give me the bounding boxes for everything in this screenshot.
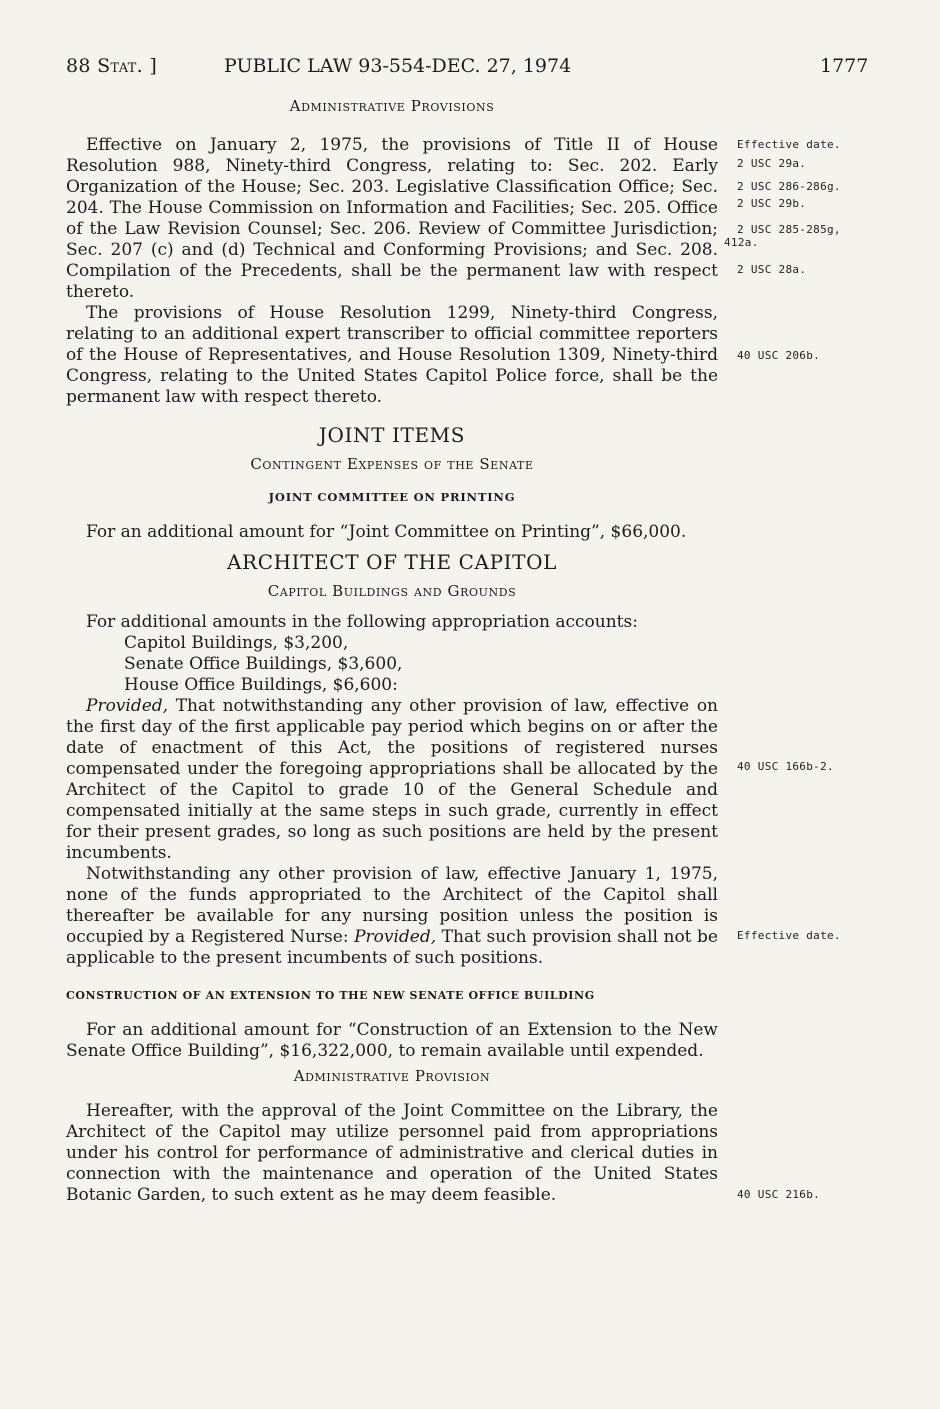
heading-administrative-provision: Administrative Provision: [293, 1067, 491, 1085]
margin-note: 2 USC 286-286g.: [737, 180, 841, 193]
list-item: House Office Buildings, $6,600:: [124, 675, 398, 695]
paragraph-appropriation-accounts-intro: For additional amounts in the following appropriation accounts:: [86, 612, 638, 632]
margin-note: 40 USC 216b.: [737, 1188, 821, 1201]
provided-italic: Provided,: [354, 927, 437, 947]
paragraph-title-ii: Effective on January 2, 1975, the provisions of Title II of House Resolution 988, Ninety-third Congress, relating to: Sec. 202. Early Organization of the House; Sec. 203. Legislative Classification Office; Sec. 204. The House Commission on Information and Facilities; Sec. 205. Office of the Law Revision Counsel; Sec. 206. Review of Committee Jurisdiction; Sec. 207 (c) and (d) Technical and Conforming Provisions; and Sec. 208. Compilation of the Precedents, shall be the permanent law with respect thereto.: [66, 135, 718, 302]
margin-note: 2 USC 29a.: [737, 157, 807, 170]
heading-contingent-expenses: Contingent Expenses of the Senate: [250, 455, 534, 473]
main-text-column: [66, 94, 718, 1206]
margin-note: 2 USC 285-285g,: [737, 223, 841, 236]
paragraph-registered-nurses: Provided, That notwithstanding any other provision of law, effective on the first day of the first applicable pay period which begins on or after the date of enactment of this Act, the positions of registered nurses compensated under the foregoing appropriations shall be allocated by the Architect of the Capitol to grade 10 of the General Schedule and compensated initially at the same steps in such grade, currently in effect for their present grades, so long as such positions are held by the present incumbents.: [66, 696, 718, 863]
margin-note: 412a.: [724, 236, 759, 249]
heading-joint-items: JOINT ITEMS: [318, 423, 466, 447]
margin-note: Effective date.: [737, 138, 841, 151]
heading-joint-committee-on-printing: JOINT COMMITTEE ON PRINTING: [268, 490, 516, 504]
statute-reference: 88 Stat. ]: [66, 55, 158, 77]
heading-capitol-buildings-and-grounds: Capitol Buildings and Grounds: [267, 582, 517, 600]
margin-note: 2 USC 28a.: [737, 263, 807, 276]
paragraph-botanic-garden: Hereafter, with the approval of the Joint Committee on the Library, the Architect of the Capitol may utilize personnel paid from appropriations under his control for performance of administrative and clerical duties in connection with the maintenance and operation of the United States Botanic Garden, to such extent as he may deem feasible.: [66, 1101, 718, 1205]
margin-note: 40 USC 166b-2.: [737, 760, 834, 773]
margin-note: Effective date.: [737, 929, 841, 942]
paragraph-nursing-position: Notwithstanding any other provision of law, effective January 1, 1975, none of the funds appropriated to the Architect of the Capitol shall thereafter be available for any nursing position unless the position is occupied by a Registered Nurse: Provided, That such provision shall not be applicable to the present incumbents of such positions.: [66, 864, 718, 968]
heading-administrative-provisions: Administrative Provisions: [289, 97, 495, 115]
heading-architect-of-the-capitol: ARCHITECT OF THE CAPITOL: [227, 550, 557, 574]
provided-italic: Provided,: [86, 696, 169, 716]
list-item: Capitol Buildings, $3,200,: [124, 633, 349, 653]
heading-construction-extension: CONSTRUCTION OF AN EXTENSION TO THE NEW SENATE OFFICE BUILDING: [66, 989, 595, 1002]
margin-note: 40 USC 206b.: [737, 349, 821, 362]
paragraph-joint-committee-printing: For an additional amount for “Joint Committee on Printing”, $66,000.: [86, 522, 687, 542]
running-header: PUBLIC LAW 93-554-DEC. 27, 1974: [224, 55, 572, 77]
margin-note: 2 USC 29b.: [737, 197, 807, 210]
list-item: Senate Office Buildings, $3,600,: [124, 654, 403, 674]
paragraph-house-resolution-1299: The provisions of House Resolution 1299, Ninety-third Congress, relating to an additional expert transcriber to official committee reporters of the House of Representatives, and House Resolution 1309, Ninety-third Congress, relating to the United States Capitol Police force, shall be the permanent law with respect thereto.: [66, 303, 718, 407]
page-number: 1777: [820, 55, 869, 77]
paragraph-construction-amount: For an additional amount for “Construction of an Extension to the New Senate Office Building”, $16,322,000, to remain available until expended.: [66, 1020, 718, 1061]
